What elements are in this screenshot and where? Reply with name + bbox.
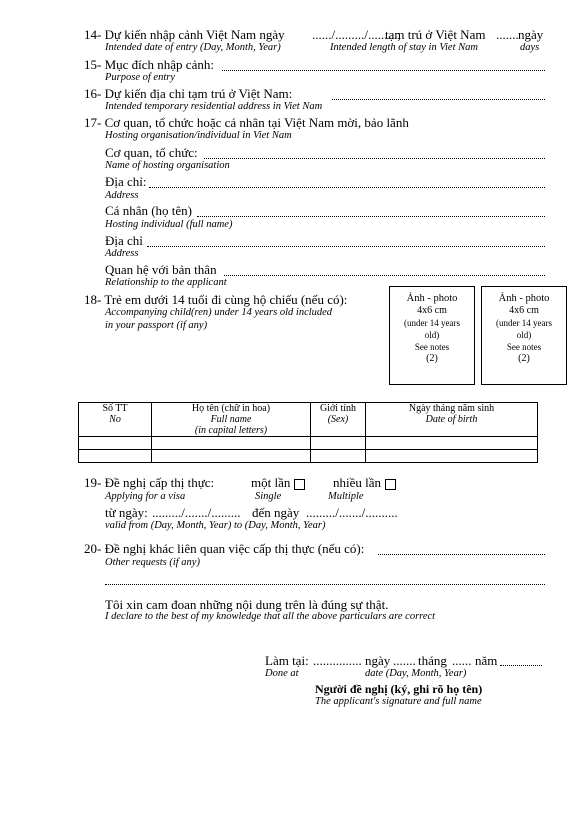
q17-label: 17- Cơ quan, tổ chức hoặc cá nhân tại Việt Nam mời, bảo lãnh (84, 115, 409, 130)
sign-month-blank[interactable]: ...... (452, 653, 472, 668)
q19-from-blank[interactable]: ........./......./......... (152, 505, 241, 520)
multiple-checkbox[interactable] (385, 479, 396, 490)
q18-en-line2: in your passport (if any) (105, 320, 208, 331)
q16-input-line[interactable] (332, 99, 545, 100)
photo-2-age2: old) (516, 330, 532, 340)
q15-en: Purpose of entry (105, 72, 175, 83)
photo-2-size: 4x6 cm (509, 305, 539, 316)
q17-address-label: Địa chỉ: (105, 174, 147, 189)
photo-2-label: Ảnh - photo (498, 293, 550, 304)
children-table (78, 402, 538, 463)
photo-box-2[interactable] (481, 286, 567, 385)
q14-stay-en: Intended length of stay in Viet Nam (330, 42, 478, 53)
q14-days-en: days (520, 42, 540, 53)
q20-en: Other requests (if any) (105, 557, 200, 568)
q19-single-option[interactable] (251, 475, 305, 491)
table-row[interactable] (79, 437, 538, 450)
photo-1-size: 4x6 cm (417, 305, 447, 316)
q17-individual-input-line[interactable] (197, 216, 545, 217)
done-at-en: Done at (265, 668, 299, 679)
q17-address-en: Address (105, 190, 139, 201)
col-date-of-birth: Ngày tháng năm sinh Date of birth (366, 403, 538, 437)
q19-single-en: Single (255, 491, 282, 502)
q14-entry-en: Intended date of entry (Day, Month, Year) (105, 42, 281, 53)
sign-place-label: Làm tại: (265, 653, 309, 668)
q16-label: 16- Dự kiến địa chỉ tạm trú ở Việt Nam: (84, 86, 293, 101)
q17-address2-input-line[interactable] (147, 246, 545, 247)
q17-individual-label: Cá nhân (họ tên) (105, 203, 193, 218)
q17-address-input-line[interactable] (149, 187, 545, 188)
q17-relationship-label: Quan hệ với bản thân (105, 262, 217, 277)
q19-multiple-option[interactable] (333, 475, 396, 491)
date-en: date (Day, Month, Year) (365, 668, 467, 679)
q19-to-blank[interactable]: ........./......./.......... (306, 505, 398, 520)
single-checkbox[interactable] (294, 479, 305, 490)
q17-org-label: Cơ quan, tổ chức: (105, 145, 198, 160)
photo-2-age: (under 14 years (496, 318, 552, 328)
q14-stay-label: tạm trú ở Việt Nam (385, 27, 486, 42)
col-sex: Giới tính (Sex) (311, 403, 366, 437)
photo-1-age2: old) (424, 330, 440, 340)
photo-2-notes: See notes (506, 342, 542, 352)
q18-label: 18- Trẻ em dưới 14 tuổi đi cùng hộ chiếu (nếu có): (84, 292, 348, 307)
q20-input-line-2[interactable] (105, 584, 545, 585)
sign-year-label: năm (475, 653, 498, 668)
q14-days-label: ngày (518, 27, 544, 42)
table-row[interactable] (79, 450, 538, 463)
q14-label: 14- Dự kiến nhập cảnh Việt Nam ngày (84, 27, 285, 42)
declaration-en: I declare to the best of my knowledge that all the above particulars are correct (105, 611, 436, 622)
q14-date-blank[interactable]: ....../........./.........; (312, 27, 401, 42)
q14-stay-blank[interactable]: ....... (496, 27, 519, 42)
q19-multiple-label: nhiều lần (333, 475, 382, 490)
q15-label: 15- Mục đích nhập cảnh: (84, 57, 214, 72)
sign-year-input-line[interactable] (500, 665, 542, 666)
q20-input-line[interactable] (378, 554, 545, 555)
q17-en: Hosting organisation/individual in Viet Nam (105, 130, 292, 141)
q17-org-input-line[interactable] (204, 158, 545, 159)
photo-1-age: (under 14 years (404, 318, 460, 328)
q18-en-line1: Accompanying child(ren) under 14 years old included (105, 307, 333, 318)
col-no: Số TT No (79, 403, 152, 437)
sign-day-blank[interactable]: ....... (393, 653, 416, 668)
photo-2-note-num: (2) (518, 353, 530, 364)
q19-label: 19- Đề nghị cấp thị thực: (84, 475, 215, 490)
applicant-vn: Người đề nghị (ký, ghi rõ họ tên) (315, 682, 483, 696)
q17-address2-label: Địa chỉ (105, 233, 143, 248)
q19-en: Applying for a visa (105, 491, 186, 502)
q19-from-label: từ ngày: (105, 505, 148, 520)
photo-1-notes: See notes (414, 342, 450, 352)
applicant-en: The applicant's signature and full name (315, 696, 482, 707)
sign-day-label: ngày (365, 653, 391, 668)
q19-to-label: đến ngày (252, 505, 300, 520)
photo-1-label: Ảnh - photo (406, 293, 458, 304)
sign-month-label: tháng (418, 653, 447, 668)
photo-1-note-num: (2) (426, 353, 438, 364)
q17-address2-en: Address (105, 248, 139, 259)
table-header-row (79, 403, 538, 437)
q19-valid-en: valid from (Day, Month, Year) to (Day, Month, Year) (105, 520, 326, 531)
q19-multiple-en: Multiple (328, 491, 364, 502)
q17-relationship-en: Relationship to the applicant (105, 277, 227, 288)
declaration-vn: Tôi xin cam đoan những nội dung trên là đúng sự thật. (105, 597, 389, 612)
q16-en: Intended temporary residential address in Viet Nam (105, 101, 323, 112)
q20-label: 20- Đề nghị khác liên quan việc cấp thị thực (nếu có): (84, 541, 365, 556)
sign-place-blank[interactable]: ............... (313, 653, 362, 668)
q19-single-label: một lần (251, 475, 291, 490)
q17-relationship-input-line[interactable] (224, 275, 545, 276)
col-full-name: Họ tên (chữ in hoa) Full name (in capital letters) (152, 403, 311, 437)
q17-org-en: Name of hosting organisation (105, 160, 230, 171)
photo-box-1[interactable] (389, 286, 475, 385)
q15-input-line[interactable] (222, 70, 545, 71)
q17-individual-en: Hosting individual (full name) (105, 219, 233, 230)
